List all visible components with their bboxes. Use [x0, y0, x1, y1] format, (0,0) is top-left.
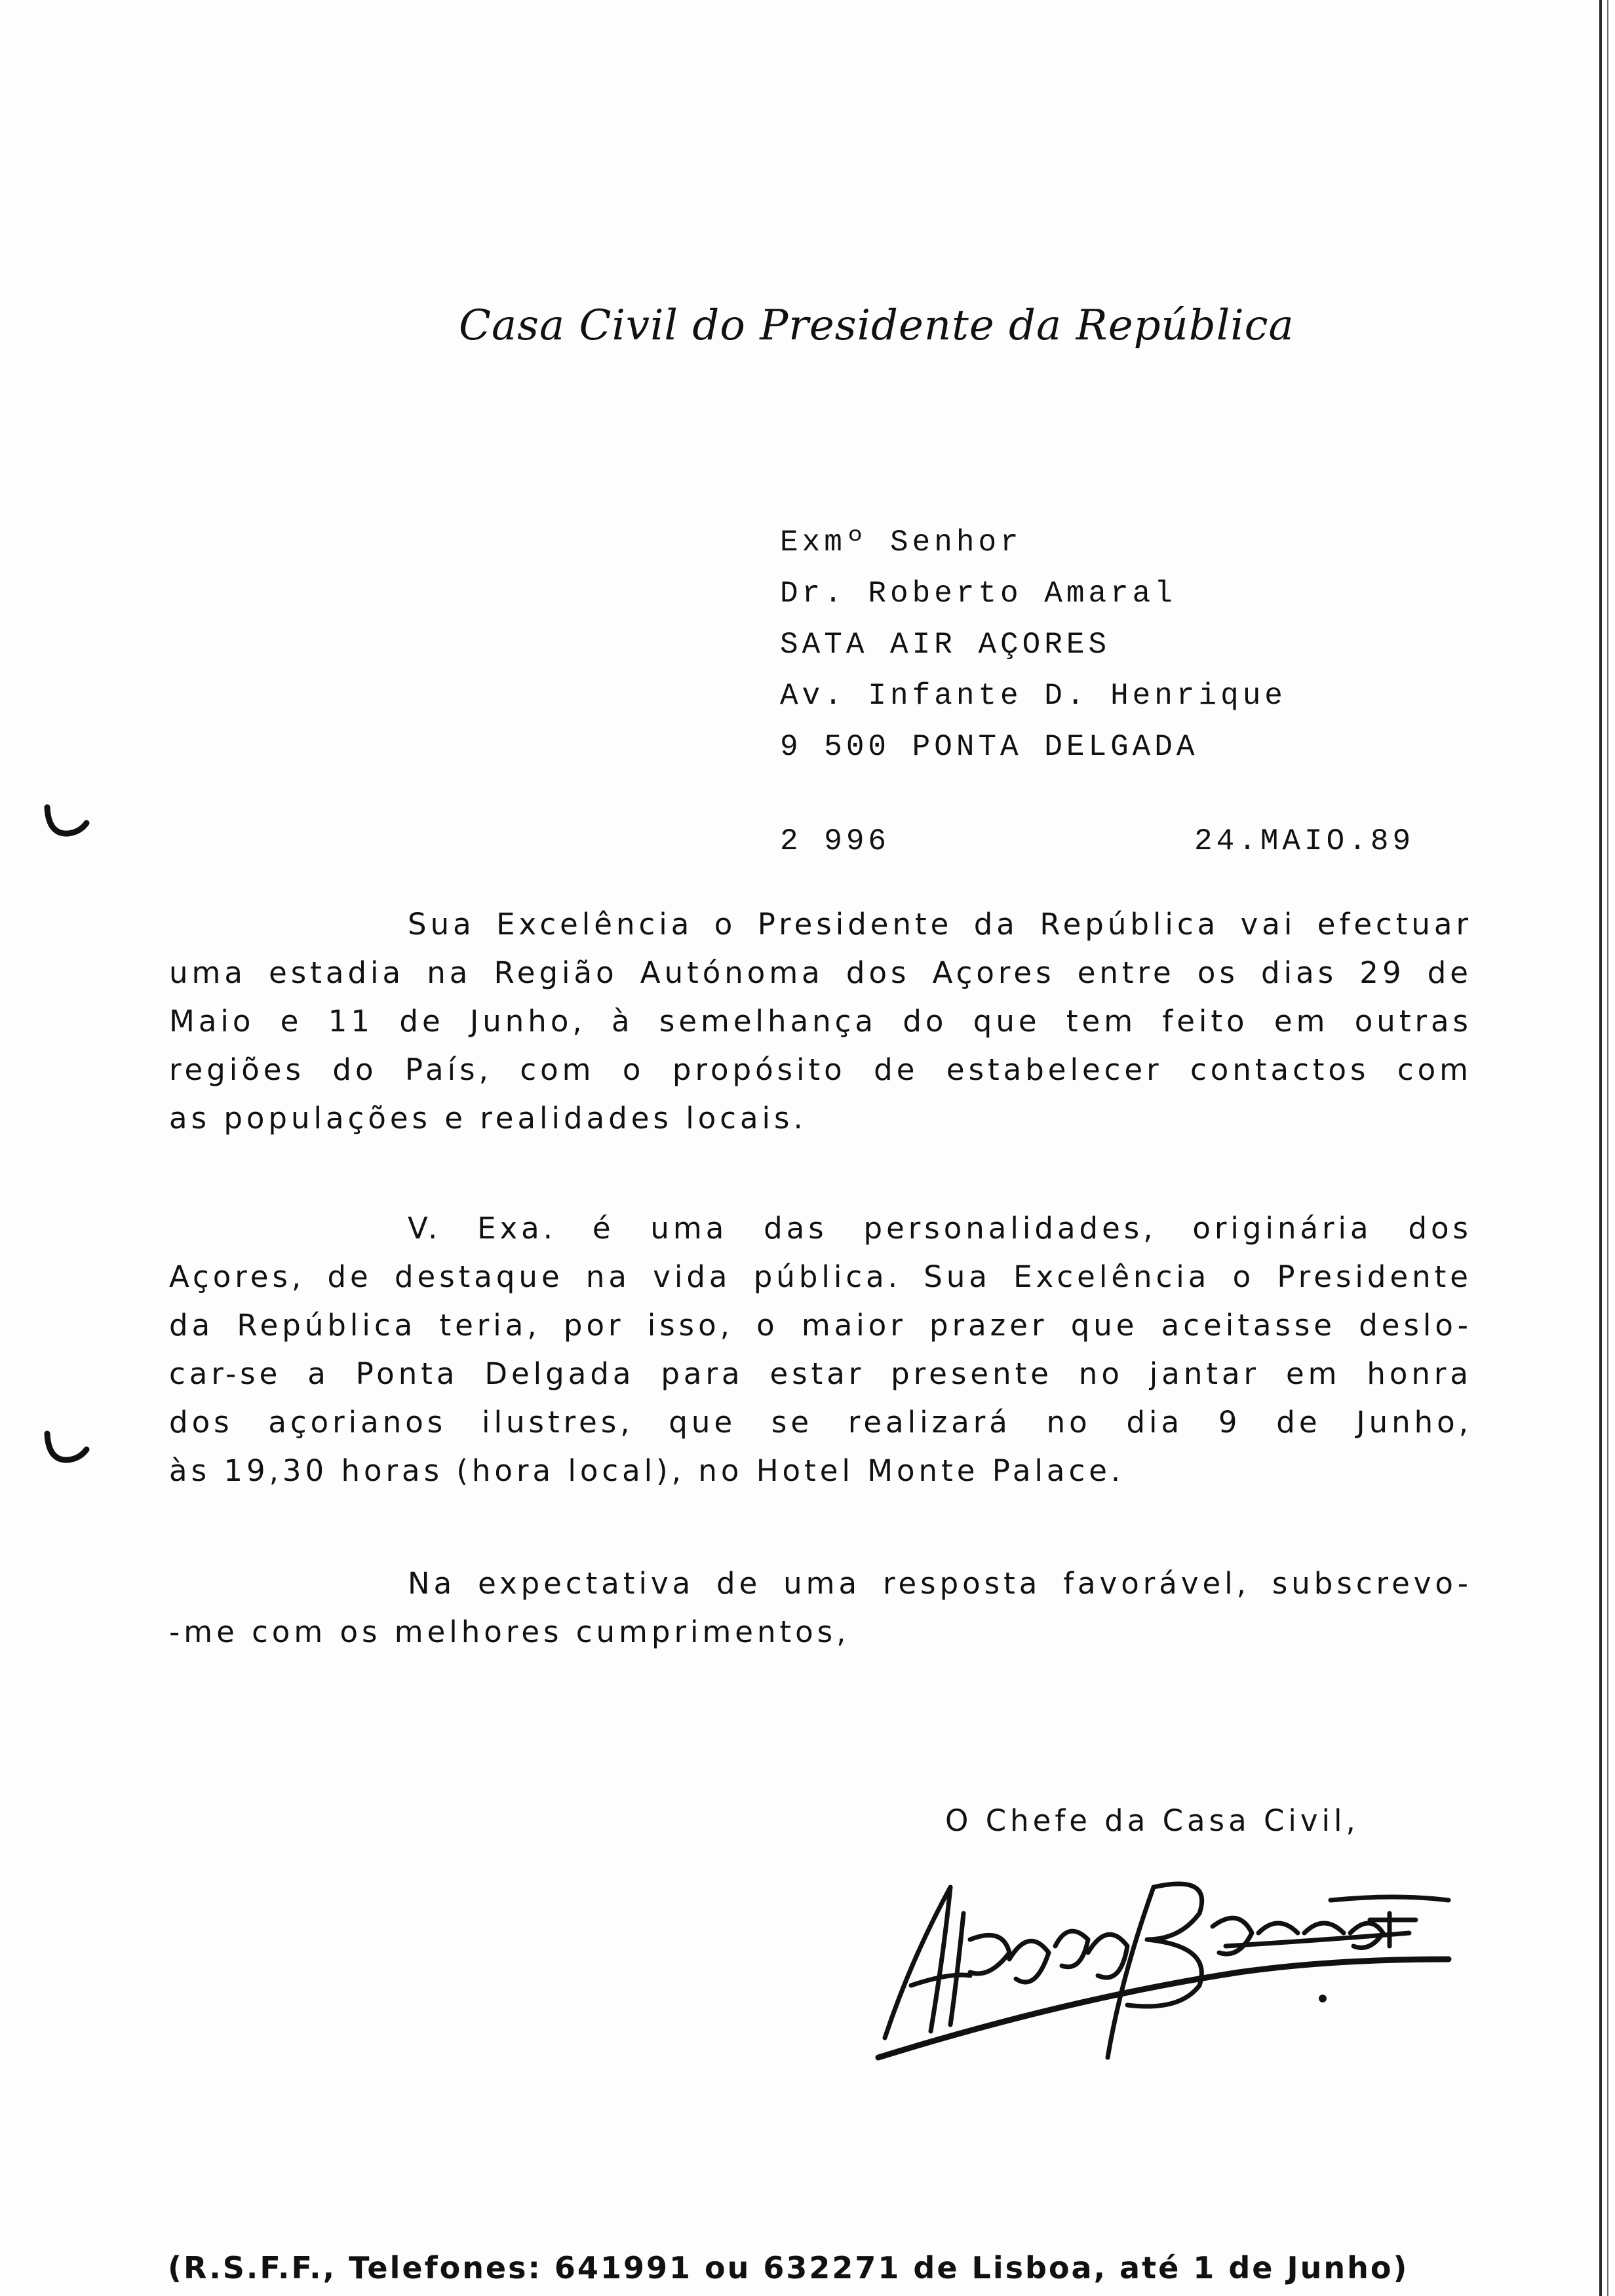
page-edge-line-secondary — [1607, 0, 1608, 2296]
punch-hole-mark-top — [41, 794, 93, 847]
paragraph-line: dos açorianos ilustres, que se realizará no dia 9 de Junho, — [169, 1405, 1472, 1440]
letter-date: 24.MAIO.89 — [1194, 824, 1415, 858]
recipient-company: SATA AIR AÇORES — [780, 628, 1111, 662]
paragraph-line: Sua Excelência o Presidente da República vai efectuar — [408, 907, 1472, 942]
recipient-salutation: Exmº Senhor — [780, 526, 1022, 560]
closing-title: O Chefe da Casa Civil, — [945, 1803, 1359, 1838]
letterhead: Casa Civil do Presidente da República — [459, 301, 1294, 350]
paragraph-line: da República teria, por isso, o maior prazer que aceitasse deslo- — [169, 1308, 1472, 1343]
paragraph-line: Açores, de destaque na vida pública. Sua Excelência o Presidente — [169, 1259, 1472, 1294]
reference-number: 2 996 — [780, 824, 891, 858]
recipient-city: 9 500 PONTA DELGADA — [780, 730, 1199, 764]
paragraph-2 — [169, 1204, 1472, 1495]
paragraph-line: uma estadia na Região Autónoma dos Açores entre os dias 29 de — [169, 955, 1472, 990]
handwritten-signature — [872, 1861, 1462, 2071]
paragraph-line: as populações e realidades locais. — [169, 1101, 807, 1136]
footer-note: (R.S.F.F., Telefones: 641991 ou 632271 de Lisboa, até 1 de Junho) — [168, 2250, 1409, 2286]
page-edge-line — [1599, 0, 1602, 2296]
paragraph-line: -me com os melhores cumprimentos, — [169, 1615, 850, 1649]
recipient-street: Av. Infante D. Henrique — [780, 679, 1287, 713]
paragraph-line: car-se a Ponta Delgada para estar presente no jantar em honra — [169, 1356, 1472, 1391]
paragraph-line: Na expectativa de uma resposta favorável, subscrevo- — [408, 1566, 1472, 1601]
recipient-name: Dr. Roberto Amaral — [780, 577, 1177, 611]
paragraph-line: às 19,30 horas (hora local), no Hotel Monte Palace. — [169, 1453, 1125, 1488]
paragraph-1 — [169, 900, 1472, 1143]
paragraph-line: V. Exa. é uma das personalidades, originária dos — [408, 1211, 1472, 1246]
paragraph-line: regiões do País, com o propósito de estabelecer contactos com — [169, 1052, 1472, 1087]
paragraph-3 — [169, 1559, 1472, 1656]
punch-hole-mark-bottom — [41, 1421, 93, 1473]
paragraph-line: Maio e 11 de Junho, à semelhança do que tem feito em outras — [169, 1004, 1472, 1039]
